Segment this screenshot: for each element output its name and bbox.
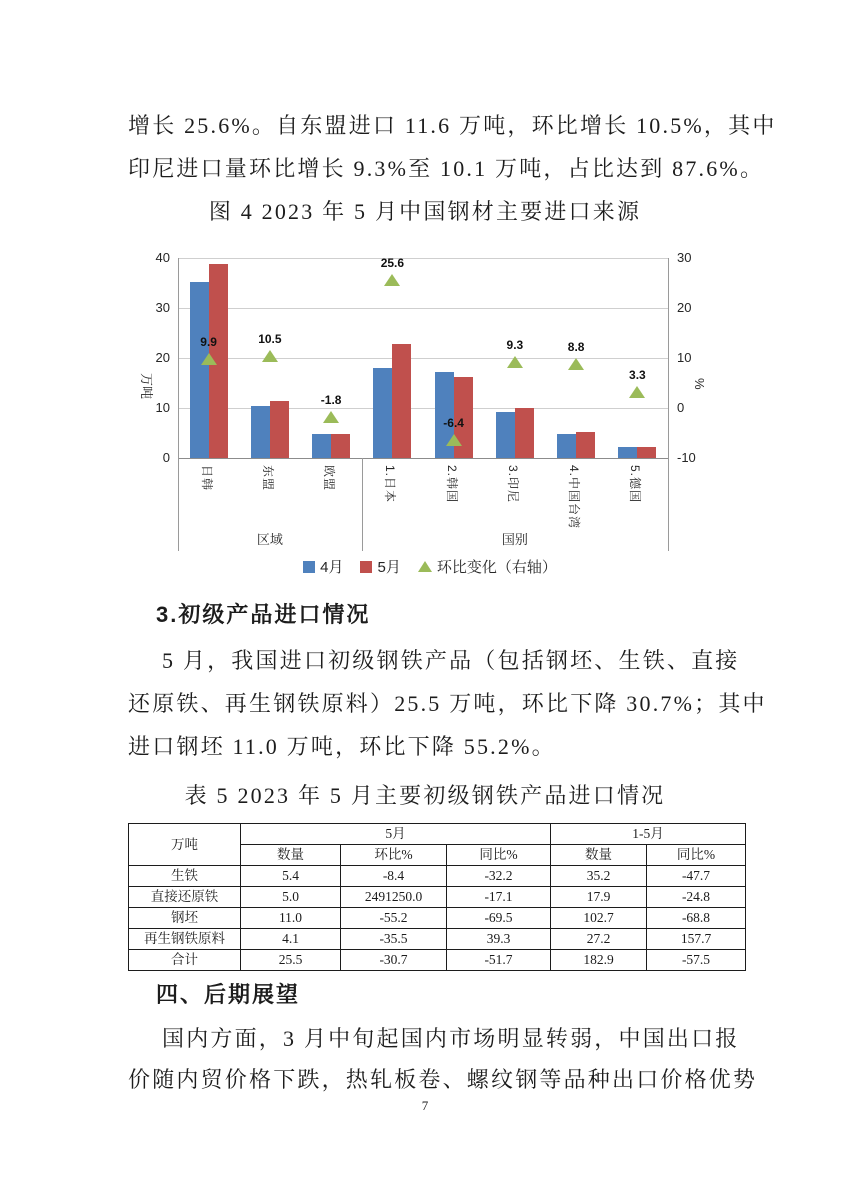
data-label-1.日本: 25.6 bbox=[380, 256, 405, 270]
bar-5月-东盟 bbox=[270, 401, 289, 459]
triangle-marker-欧盟 bbox=[323, 411, 339, 423]
category-label: 东盟 bbox=[260, 465, 275, 492]
legend-square-icon bbox=[360, 561, 372, 573]
table-row-label: 生铁 bbox=[129, 866, 241, 887]
left-axis-tick: 40 bbox=[155, 250, 170, 265]
category-group-label: 国别 bbox=[501, 532, 528, 547]
table-subheader: 同比% bbox=[447, 845, 551, 866]
table-row bbox=[129, 908, 746, 929]
bar-5月-1.日本 bbox=[392, 344, 411, 458]
table-cell: 102.7 bbox=[551, 908, 647, 929]
table-colgroup-jan-may: 1-5月 bbox=[551, 824, 746, 845]
category-label: 2.韩国 bbox=[444, 465, 459, 504]
category-label: 1.日本 bbox=[383, 465, 398, 504]
legend-label: 4月 bbox=[320, 559, 344, 576]
category-label: 4.中国台湾 bbox=[567, 465, 582, 530]
section4-heading: 四、后期展望 bbox=[156, 982, 301, 1007]
table-cell: 27.2 bbox=[551, 929, 647, 950]
table5 bbox=[128, 823, 746, 971]
triangle-marker-3.印尼 bbox=[507, 356, 523, 368]
left-axis-tick: 0 bbox=[162, 450, 170, 465]
paragraph-top-line2: 印尼进口量环比增长 9.3%至 10.1 万吨，占比达到 87.6%。 bbox=[128, 156, 765, 181]
table-cell: -8.4 bbox=[341, 866, 447, 887]
bar-4月-东盟 bbox=[251, 406, 270, 458]
table-cell: -51.7 bbox=[447, 950, 551, 971]
bar-5月-4.中国台湾 bbox=[576, 432, 595, 458]
section3-heading: 3.初级产品进口情况 bbox=[156, 602, 371, 627]
table-cell: -35.5 bbox=[341, 929, 447, 950]
table-cell: 5.4 bbox=[241, 866, 341, 887]
bar-4月-4.中国台湾 bbox=[557, 434, 576, 458]
gridline bbox=[178, 308, 668, 309]
category-label: 5.德国 bbox=[628, 465, 643, 504]
table-row-label: 直接还原铁 bbox=[129, 887, 241, 908]
data-label-3.印尼: 9.3 bbox=[506, 337, 524, 352]
table-cell: 2491250.0 bbox=[341, 887, 447, 908]
section4-line2: 价随内贸价格下跌，热轧板卷、螺纹钢等品种出口价格优势 bbox=[128, 1067, 758, 1092]
figure4-chart bbox=[135, 240, 725, 585]
table-row bbox=[129, 887, 746, 908]
category-label: 日韩 bbox=[199, 465, 214, 492]
bar-4月-欧盟 bbox=[312, 434, 331, 459]
figure-title: 图 4 2023 年 5 月中国钢材主要进口来源 bbox=[208, 199, 642, 224]
category-label: 3.印尼 bbox=[505, 465, 520, 504]
left-axis-tick: 20 bbox=[155, 350, 170, 365]
bar-4月-5.德国 bbox=[618, 447, 637, 458]
table-subheader: 数量 bbox=[551, 845, 647, 866]
right-axis-tick: 10 bbox=[677, 350, 692, 365]
triangle-marker-2.韩国 bbox=[446, 434, 462, 446]
table-row bbox=[129, 866, 746, 887]
category-group-label: 区域 bbox=[256, 532, 283, 547]
table-cell: -47.7 bbox=[647, 866, 746, 887]
left-axis-title: 万吨 bbox=[139, 373, 154, 400]
right-axis-title: % bbox=[692, 378, 707, 390]
legend-label: 环比变化（右轴） bbox=[436, 559, 557, 576]
table-subheader: 同比% bbox=[647, 845, 746, 866]
table-cell: -24.8 bbox=[647, 887, 746, 908]
triangle-marker-东盟 bbox=[262, 350, 278, 362]
table-cell: 4.1 bbox=[241, 929, 341, 950]
section3-line1: 5 月，我国进口初级钢铁产品（包括钢坯、生铁、直接 bbox=[162, 648, 740, 673]
legend-triangle-icon bbox=[418, 561, 432, 572]
bar-4月-日韩 bbox=[190, 282, 209, 459]
table-subheader: 数量 bbox=[241, 845, 341, 866]
bar-5月-5.德国 bbox=[637, 447, 656, 458]
triangle-marker-日韩 bbox=[201, 353, 217, 365]
x-axis-line bbox=[178, 458, 669, 459]
table-cell: -30.7 bbox=[341, 950, 447, 971]
left-axis-tick: 10 bbox=[155, 400, 170, 415]
right-axis-tick: -10 bbox=[677, 450, 696, 465]
table-cell: -68.8 bbox=[647, 908, 746, 929]
triangle-marker-5.德国 bbox=[629, 386, 645, 398]
right-axis-tick: 0 bbox=[677, 400, 685, 415]
left-axis-line bbox=[178, 258, 179, 458]
triangle-marker-4.中国台湾 bbox=[568, 358, 584, 370]
category-separator bbox=[178, 458, 179, 551]
triangle-marker-1.日本 bbox=[384, 274, 400, 286]
paragraph-top-line1: 增长 25.6%。自东盟进口 11.6 万吨，环比增长 10.5%，其中 bbox=[128, 113, 777, 138]
chart-legend bbox=[135, 556, 725, 577]
table-unit-header: 万吨 bbox=[129, 824, 241, 866]
table-cell: -57.5 bbox=[647, 950, 746, 971]
table-cell: -69.5 bbox=[447, 908, 551, 929]
section4-line1: 国内方面，3 月中旬起国内市场明显转弱，中国出口报 bbox=[162, 1026, 740, 1051]
bar-4月-1.日本 bbox=[373, 368, 392, 458]
table-cell: 11.0 bbox=[241, 908, 341, 929]
table-row bbox=[129, 950, 746, 971]
right-axis-tick: 30 bbox=[677, 250, 692, 265]
bar-5月-欧盟 bbox=[331, 434, 350, 459]
legend-item bbox=[303, 556, 343, 577]
data-label-日韩: 9.9 bbox=[200, 334, 217, 349]
table-colgroup-may: 5月 bbox=[241, 824, 551, 845]
gridline bbox=[178, 358, 668, 359]
category-separator bbox=[668, 458, 669, 551]
table-row-label: 再生钢铁原料 bbox=[129, 929, 241, 950]
table-cell: -32.2 bbox=[447, 866, 551, 887]
table-row-label: 合计 bbox=[129, 950, 241, 971]
category-label: 欧盟 bbox=[322, 465, 337, 492]
data-label-4.中国台湾: 8.8 bbox=[567, 340, 585, 354]
legend-item bbox=[360, 556, 400, 577]
table-cell: 182.9 bbox=[551, 950, 647, 971]
table-cell: 5.0 bbox=[241, 887, 341, 908]
legend-item bbox=[418, 556, 557, 577]
data-label-2.韩国: -6.4 bbox=[443, 416, 464, 430]
table-row bbox=[129, 929, 746, 950]
table-subheader: 环比% bbox=[341, 845, 447, 866]
left-axis-tick: 30 bbox=[155, 300, 170, 315]
section3-line3: 进口钢坯 11.0 万吨，环比下降 55.2%。 bbox=[128, 734, 556, 759]
table-header-row1 bbox=[129, 824, 746, 845]
table-cell: -17.1 bbox=[447, 887, 551, 908]
table-row-label: 钢坯 bbox=[129, 908, 241, 929]
data-label-东盟: 10.5 bbox=[258, 331, 282, 346]
bar-4月-3.印尼 bbox=[496, 412, 515, 458]
table-cell: 17.9 bbox=[551, 887, 647, 908]
table-cell: 35.2 bbox=[551, 866, 647, 887]
section3-line2: 还原铁、再生钢铁原料）25.5 万吨，环比下降 30.7%；其中 bbox=[128, 691, 767, 716]
data-label-5.德国: 3.3 bbox=[629, 367, 646, 382]
category-separator bbox=[362, 458, 363, 551]
table-cell: 157.7 bbox=[647, 929, 746, 950]
table-cell: -55.2 bbox=[341, 908, 447, 929]
right-axis-line bbox=[668, 258, 669, 458]
bar-5月-3.印尼 bbox=[515, 408, 534, 459]
data-label-欧盟: -1.8 bbox=[320, 393, 342, 407]
table-cell: 39.3 bbox=[447, 929, 551, 950]
legend-label: 5月 bbox=[377, 559, 401, 576]
table-cell: 25.5 bbox=[241, 950, 341, 971]
right-axis-tick: 20 bbox=[677, 300, 692, 315]
page-number: 7 bbox=[421, 1098, 429, 1113]
table-title: 表 5 2023 年 5 月主要初级钢铁产品进口情况 bbox=[184, 783, 666, 808]
legend-square-icon bbox=[303, 561, 315, 573]
